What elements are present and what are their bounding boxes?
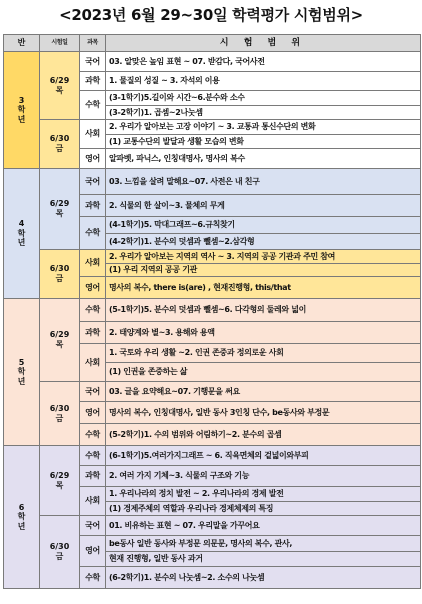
scope-cell: 03. 느낌을 살려 말해요~07. 사전은 내 친구 <box>106 169 421 195</box>
grade-3-label <box>4 52 40 169</box>
scope-cell: (6-1학기)5.여러가지그래프 ~ 6. 직육면체의 겉넓이와부피 <box>106 446 421 466</box>
grade-label: 4 학 년 <box>17 219 26 248</box>
scope-cell: 2. 여러 가지 기체~3. 식물의 구조와 기능 <box>106 466 421 487</box>
scope-cell: (3-2학기)1. 곱셈~2나눗셈 <box>106 106 421 120</box>
scope-cell: (4-2학기)1. 분수의 덧셈과 뺄셈~2.삼각형 <box>106 234 421 250</box>
subject-cell: 사회 <box>80 120 106 149</box>
scope-cell: 01. 비유하는 표현 ~ 07. 우리말을 가꾸어요 <box>106 516 421 536</box>
subject-cell: 과학 <box>80 466 106 487</box>
exam-schedule-table <box>3 34 421 589</box>
header-subject: 과목 <box>80 35 106 52</box>
grade-3-date-2: 6/30 금 <box>40 120 80 169</box>
subject-cell: 수학 <box>80 217 106 250</box>
scope-cell: 2. 식물의 한 살이~3. 물체의 무게 <box>106 195 421 217</box>
subject-cell: 수학 <box>80 91 106 120</box>
subject-cell: 수학 <box>80 299 106 322</box>
scope-cell: 03. 글을 요약해요~07. 기행문을 써요 <box>106 382 421 402</box>
subject-cell: 영어 <box>80 277 106 299</box>
grade-4-date-1: 6/29 목 <box>40 169 80 250</box>
subject-cell: 사회 <box>80 487 106 516</box>
scope-cell: 1. 물질의 성질 ~ 3. 자석의 이용 <box>106 72 421 91</box>
scope-cell: 03. 알맞은 높임 표현 ~ 07. 받감다, 국어사전 <box>106 52 421 72</box>
scope-cell: be동사 일반 동사와 부정문 의문문, 명사의 복수, 관사, <box>106 536 421 552</box>
scope-cell: 알파벳, 파닉스, 인칭대명사, 명사의 복수 <box>106 149 421 169</box>
scope-cell: 명사의 복수, there is(are) , 현재진행형, this/that <box>106 277 421 299</box>
subject-cell: 국어 <box>80 52 106 72</box>
grade-5-label <box>4 299 40 446</box>
scope-cell: 1. 국토와 우리 생활 ~2. 인권 존중과 정의로운 사회 <box>106 344 421 363</box>
subject-cell: 수학 <box>80 567 106 589</box>
grade-6-date-1: 6/29 목 <box>40 446 80 516</box>
scope-cell: 2. 우리가 알아보는 고장 이야기 ~ 3. 교통과 통신수단의 변화 <box>106 120 421 135</box>
table-row <box>4 516 421 536</box>
scope-cell: 명사의 복수, 인칭대명사, 일반 동사 3인칭 단수, be동사와 부정문 <box>106 402 421 424</box>
header-scope: 시 험 범 위 <box>106 35 421 52</box>
grade-label: 5 학 년 <box>17 357 26 386</box>
subject-cell: 수학 <box>80 424 106 446</box>
scope-cell: (5-1학기)5. 분수의 덧셈과 뺄셈~6. 다각형의 둘레와 넓이 <box>106 299 421 322</box>
scope-cell: 2. 우리가 알아보는 지역의 역사 ~ 3. 지역의 공공 기관과 주민 참여 <box>106 250 421 264</box>
subject-cell: 국어 <box>80 516 106 536</box>
subject-cell: 과학 <box>80 195 106 217</box>
subject-cell: 과학 <box>80 72 106 91</box>
scope-cell: (1) 교통수단의 발달과 생활 모습의 변화 <box>106 135 421 149</box>
grade-3-date-1: 6/29 목 <box>40 52 80 120</box>
subject-cell: 과학 <box>80 322 106 344</box>
header-date: 시험일 <box>40 35 80 52</box>
table-row <box>4 169 421 195</box>
scope-cell: (3-1학기)5.길이와 시간~6.분수와 소수 <box>106 91 421 106</box>
grade-6-label <box>4 446 40 589</box>
grade-5-date-2: 6/30 금 <box>40 382 80 446</box>
table-row <box>4 250 421 264</box>
scope-cell: (1) 우리 지역의 공공 기관 <box>106 264 421 277</box>
page-title: <2023년 6월 29~30일 학력평가 시험범위> <box>59 6 363 24</box>
subject-cell: 국어 <box>80 382 106 402</box>
scope-cell: (1) 경제주체의 역할과 우리나라 경제체제의 특징 <box>106 502 421 516</box>
subject-cell: 사회 <box>80 250 106 277</box>
table-row <box>4 52 421 72</box>
scope-cell: (5-2학기)1. 수의 범위와 어림하기~2. 분수의 곱셈 <box>106 424 421 446</box>
subject-cell: 영어 <box>80 536 106 567</box>
subject-cell: 영어 <box>80 402 106 424</box>
header-grade: 반 <box>4 35 40 52</box>
grade-4-label <box>4 169 40 299</box>
subject-cell: 국어 <box>80 169 106 195</box>
subject-cell: 수학 <box>80 446 106 466</box>
table-row <box>4 382 421 402</box>
scope-cell: (6-2학기)1. 분수의 나눗셈~2. 소수의 나눗셈 <box>106 567 421 589</box>
grade-6-date-2: 6/30 금 <box>40 516 80 589</box>
scope-cell: 1. 우리나라의 정치 발전 ~ 2. 우리나라의 경제 발전 <box>106 487 421 502</box>
grade-4-date-2: 6/30 금 <box>40 250 80 299</box>
scope-cell: (1) 인권을 존중하는 삶 <box>106 363 421 382</box>
table-row <box>4 120 421 135</box>
table-row <box>4 299 421 322</box>
grade-label: 3 학 년 <box>17 95 26 124</box>
scope-cell: 현재 진행형, 일반 동사 과거 <box>106 552 421 567</box>
grade-5-date-1: 6/29 목 <box>40 299 80 382</box>
subject-cell: 영어 <box>80 149 106 169</box>
table-row <box>4 446 421 466</box>
header-row <box>4 35 421 52</box>
subject-cell: 사회 <box>80 344 106 382</box>
scope-cell: 2. 태양계와 별~3. 용해와 용액 <box>106 322 421 344</box>
scope-cell: (4-1학기)5. 막대그래프~6.규칙찾기 <box>106 217 421 234</box>
grade-label: 6 학 년 <box>17 502 26 531</box>
